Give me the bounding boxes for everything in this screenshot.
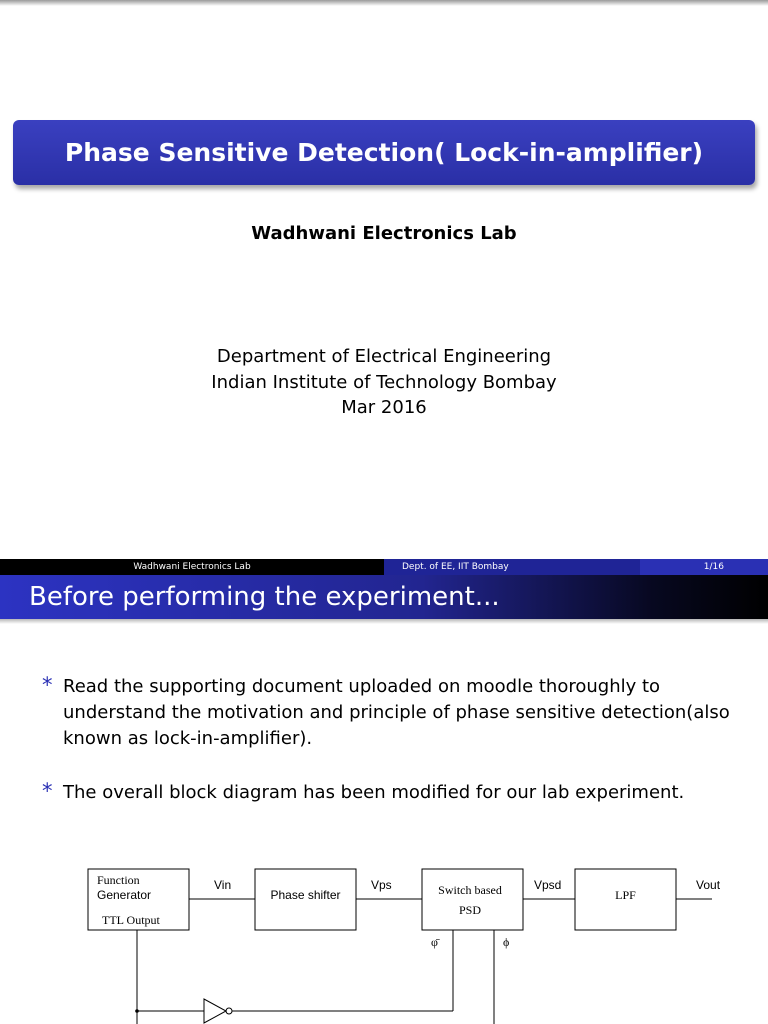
psd-block <box>422 869 523 930</box>
vpsd-label: Vpsd <box>534 878 562 892</box>
psd-label-2: PSD <box>458 903 482 917</box>
bullet-text: Read the supporting document uploaded on moodle thoroughly to understand the motivation and principle of phase sensitive detection(also known as lock-in-amplifier). <box>63 676 730 749</box>
slide-title-box <box>13 120 755 185</box>
phi-bar-label: φ̄ <box>431 935 438 949</box>
date: Mar 2016 <box>341 397 427 418</box>
footline <box>0 559 768 575</box>
frame-title: Before performing the experiment... <box>29 582 500 612</box>
slide-title: Phase Sensitive Detection( Lock-in-amplifier) <box>64 138 704 167</box>
bullet-star-icon: * <box>42 779 53 803</box>
footer-author: Wadhwani Electronics Lab <box>0 559 384 575</box>
bullet-star-icon: * <box>42 673 53 697</box>
institute-block <box>0 344 768 421</box>
institute: Indian Institute of Technology Bombay <box>211 371 557 393</box>
junction-dot <box>135 1009 139 1013</box>
inverter-icon <box>204 999 226 1023</box>
block-diagram <box>0 860 768 1024</box>
frame-title-bar <box>0 575 768 619</box>
ttl-output-label: TTL Output <box>102 913 160 927</box>
fg-label-2: Generator <box>97 888 152 902</box>
phase-shifter-label: Phase shifter <box>270 888 341 902</box>
vout-label: Vout <box>696 878 721 892</box>
psd-label-1: Switch based <box>438 883 502 897</box>
fg-label-1: Function <box>97 873 140 887</box>
footer-institute: Dept. of EE, IIT Bombay <box>384 559 640 575</box>
department: Department of Electrical Engineering <box>216 346 552 367</box>
frame-title-shadow <box>0 619 768 624</box>
vin-label: Vin <box>214 878 232 892</box>
author: Wadhwani Electronics Lab <box>251 223 517 244</box>
top-shadow <box>0 0 768 6</box>
lpf-label: LPF <box>615 888 636 902</box>
bullet-text: The overall block diagram has been modified for our lab experiment. <box>63 782 685 803</box>
vps-label: Vps <box>371 878 392 892</box>
phi-label: ϕ <box>503 935 510 949</box>
footer-page-number: 1/16 <box>640 559 768 575</box>
